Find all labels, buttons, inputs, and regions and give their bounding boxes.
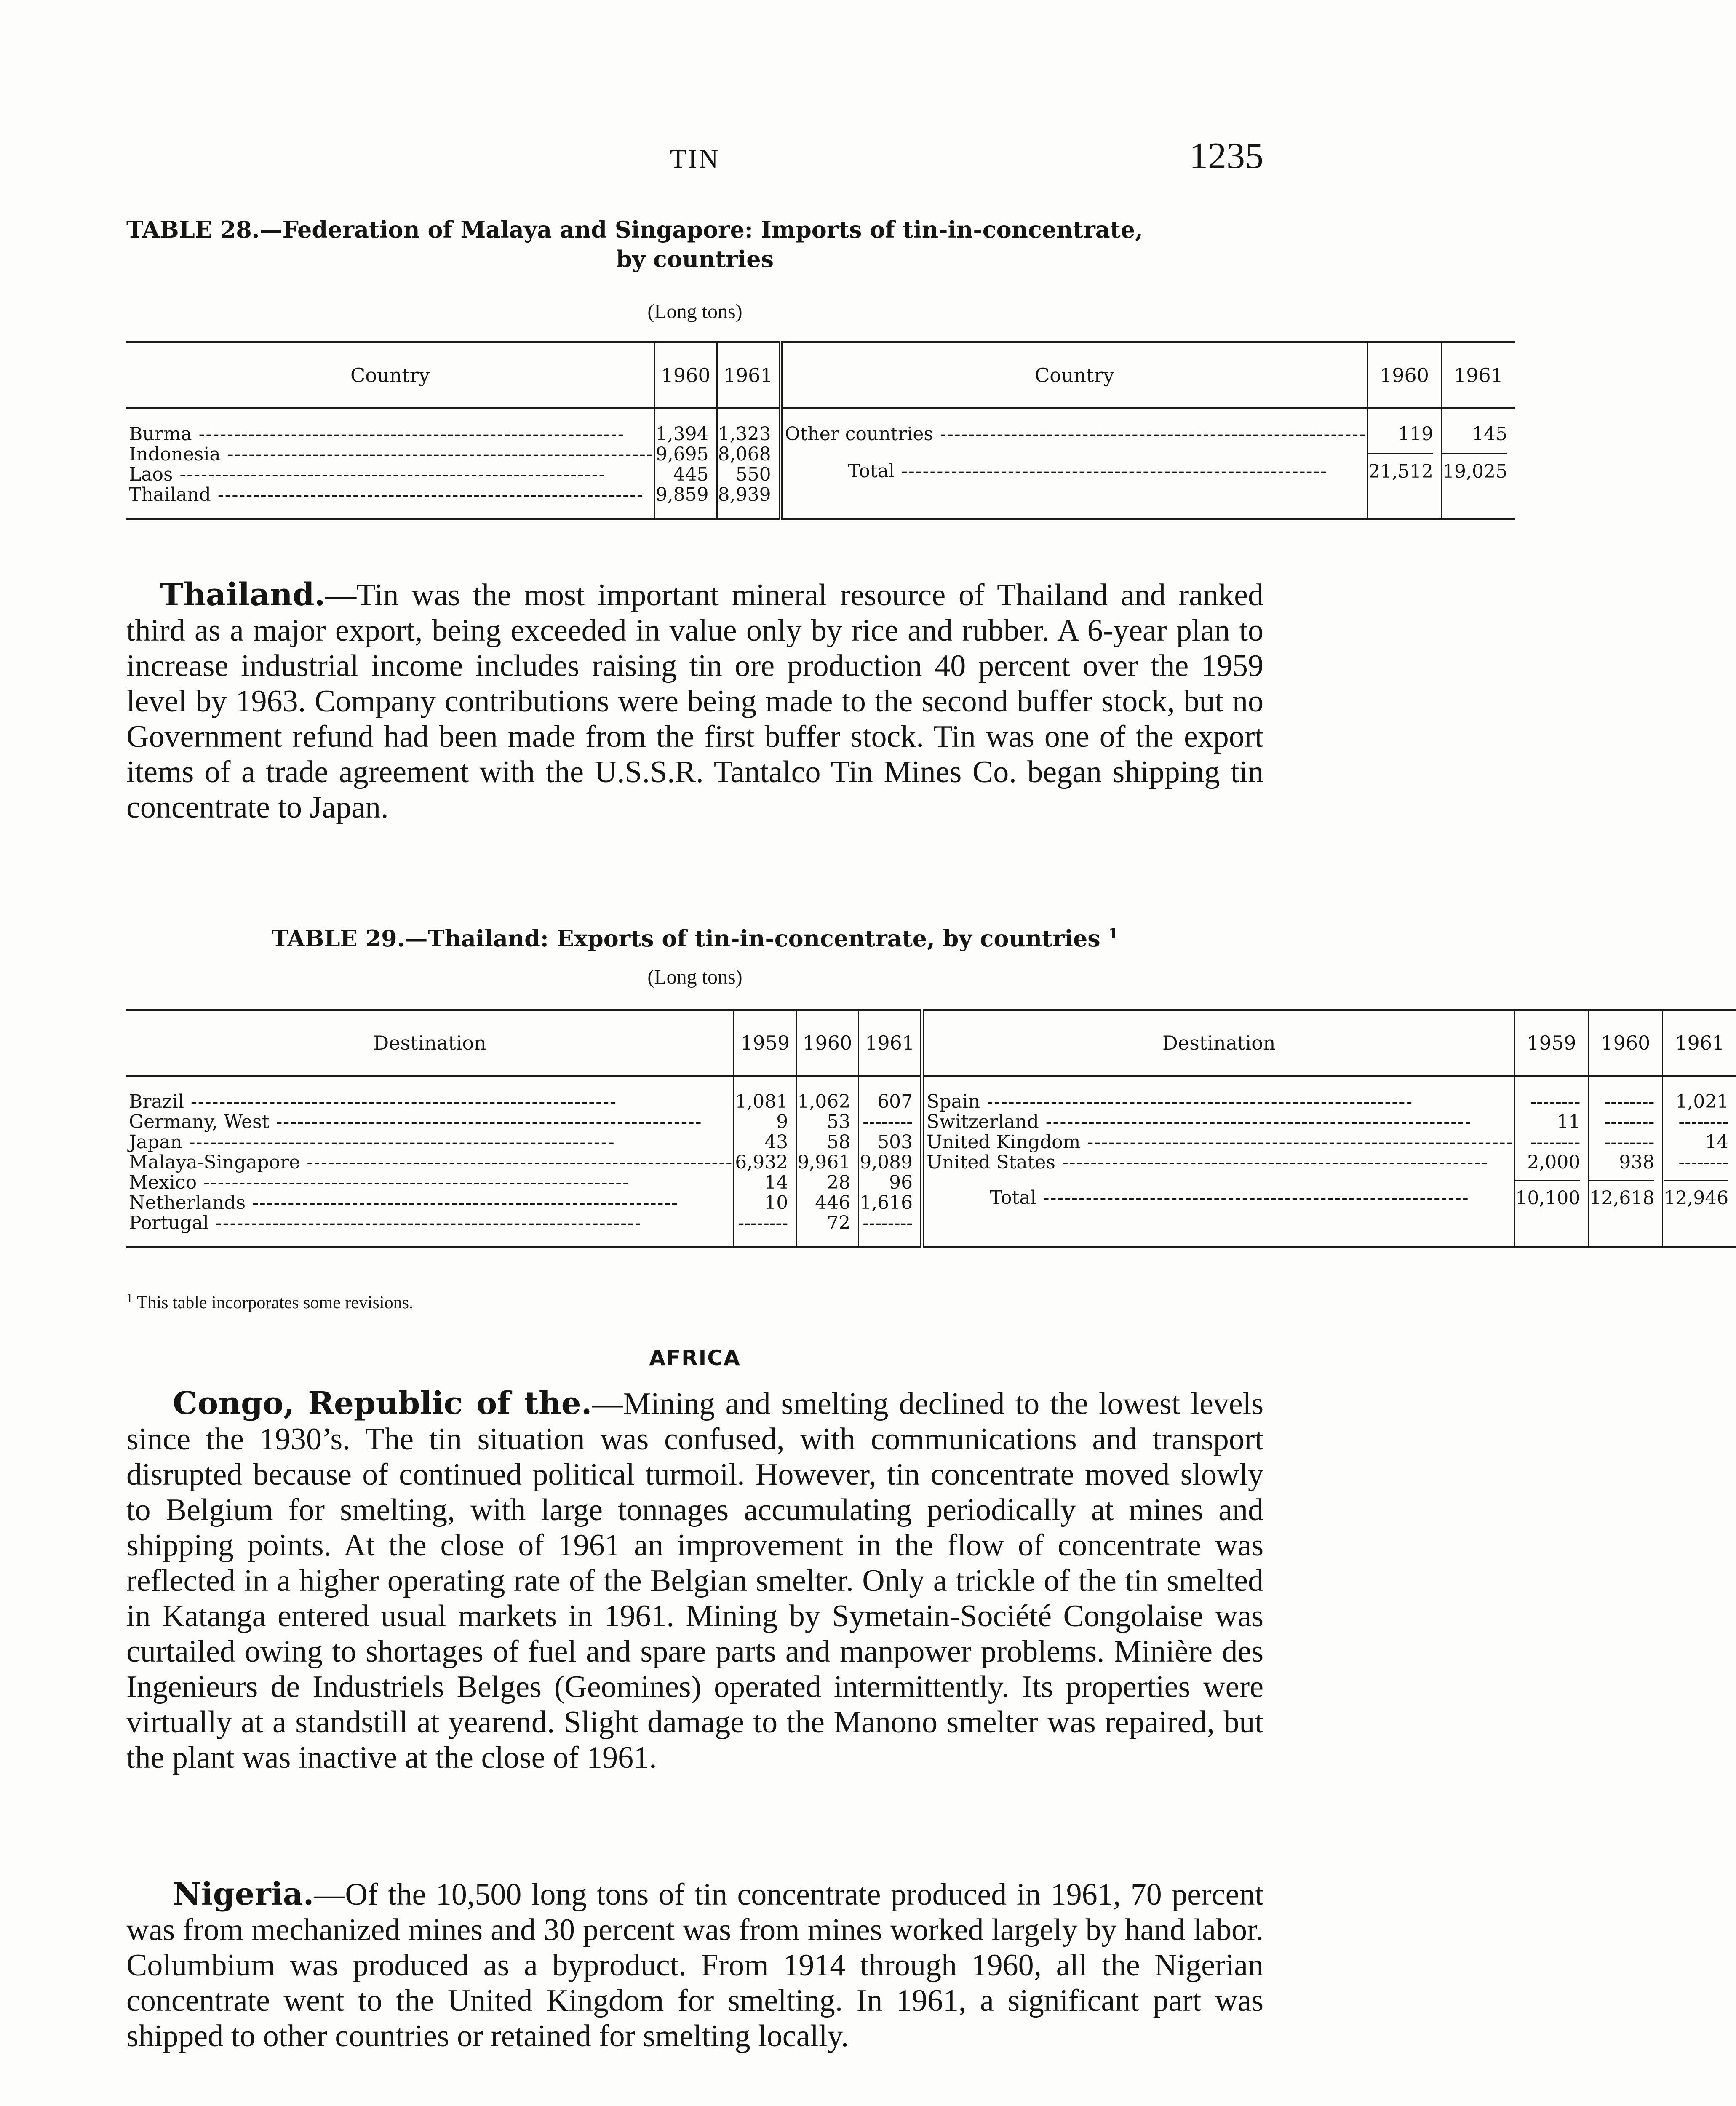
table-29-col-1960-right: 1960 bbox=[1589, 1010, 1663, 1076]
section-heading-africa: AFRICA bbox=[649, 1346, 741, 1370]
table-29-footnote bbox=[126, 1291, 413, 1313]
table-28 bbox=[126, 341, 1515, 520]
table-total-cell: 10,100 bbox=[1515, 1180, 1580, 1208]
table-29-left-1961 bbox=[859, 1076, 922, 1247]
table-cell: -------- bbox=[1678, 1152, 1729, 1173]
table-cell: 53 bbox=[827, 1111, 851, 1133]
congo-text: —Mining and smelting declined to the lowest levels since the 1930’s. The tin situation was confused, with communications and transport disrupted because of continued political turmoil. However, tin concentrate moved slowly to Belgium for smelting, with large tonnages accumulating periodically at mines and shipping points. At the close of 1961 an improvement in the flow of concentrate was reflected in a higher operating rate of the Belgian smelter. Only a trickle of the tin smelted in Katanga entered usual markets in 1961. Mining by Symetain-Société Congolaise was curtailed owing to shortages of fuel and spare parts and manpower problems. Minière des Ingenieurs de Industriels Belges (Geomines) operated intermittently. Its properties were virtually at a standstill at yearend. Slight damage to the Manono smelter was repaired, but the plant was inactive at the close of 1961. bbox=[126, 1387, 1263, 1775]
table-cell: 1,081 bbox=[735, 1091, 788, 1112]
table-29-header-row bbox=[126, 1010, 1736, 1076]
table-total-cell: 12,946 bbox=[1664, 1180, 1728, 1208]
table-cell: 938 bbox=[1619, 1152, 1655, 1173]
table-29 bbox=[126, 1009, 1736, 1248]
table-28-col-1961-left: 1961 bbox=[717, 342, 780, 409]
table-cell: -------- bbox=[1530, 1131, 1581, 1153]
table-row: Netherlands ----- bbox=[129, 1193, 733, 1213]
table-29-footnote-mark: 1 bbox=[1108, 925, 1119, 942]
table-cell: -------- bbox=[1604, 1091, 1655, 1112]
table-cell: 14 bbox=[764, 1172, 788, 1193]
table-row: Portugal ----- bbox=[129, 1213, 733, 1233]
table-cell: 43 bbox=[764, 1131, 788, 1153]
table-cell: 8,939 bbox=[718, 484, 771, 505]
table-cell: 96 bbox=[889, 1172, 913, 1193]
table-cell: 72 bbox=[827, 1212, 851, 1234]
table-cell: 6,932 bbox=[735, 1152, 788, 1173]
table-29-caption-text: TABLE 29.—Thailand: Exports of tin-in-concentrate, by countries bbox=[271, 925, 1100, 952]
nigeria-heading: Nigeria. bbox=[173, 1876, 314, 1912]
table-cell: 503 bbox=[877, 1131, 913, 1153]
table-cell: -------- bbox=[1530, 1091, 1581, 1112]
table-row: United States ----- bbox=[927, 1152, 1513, 1173]
table-total-label: Total ----- bbox=[927, 1188, 1513, 1208]
table-cell: 1,394 bbox=[655, 423, 709, 445]
table-28-right-1961 bbox=[1441, 408, 1514, 519]
table-28-col-country-right: Country bbox=[780, 342, 1367, 409]
table-cell: 9,859 bbox=[655, 484, 709, 505]
table-cell: 9,089 bbox=[860, 1152, 913, 1173]
table-cell: 9,961 bbox=[797, 1152, 851, 1173]
table-28-right-countries bbox=[780, 408, 1367, 519]
table-28-col-1960-left: 1960 bbox=[654, 342, 717, 409]
table-row: Indonesia ----- bbox=[129, 444, 654, 465]
thailand-text: —Tin was the most important mineral resource of Thailand and ranked third as a major export, being exceeded in value only by rice and rubber. A 6-year plan to increase industrial income includes raising tin ore production 40 percent over the 1959 level by 1963. Company contributions were being made to the second buffer stock, but no Government refund had been made from the first buffer stock. Tin was one of the export items of a trade agreement with the U.S.S.R. Tantalco Tin Mines Co. began shipping tin concentrate to Japan. bbox=[126, 578, 1263, 825]
table-29-col-destination-right: Destination bbox=[922, 1010, 1514, 1076]
table-row: Other countries ----- bbox=[785, 424, 1366, 444]
table-cell: 9,695 bbox=[655, 444, 709, 465]
table-29-right-1961 bbox=[1663, 1076, 1736, 1247]
table-total-label: Total ----- bbox=[785, 461, 1366, 481]
table-cell: 14 bbox=[1705, 1131, 1729, 1153]
nigeria-paragraph bbox=[126, 1876, 1263, 2054]
table-29-body-row bbox=[126, 1076, 1736, 1247]
table-cell: -------- bbox=[1678, 1111, 1729, 1133]
table-cell: 445 bbox=[673, 464, 709, 485]
table-row: Mexico ----- bbox=[129, 1173, 733, 1193]
table-row: Japan ----- bbox=[129, 1132, 733, 1152]
table-29-col-1959-right: 1959 bbox=[1514, 1010, 1589, 1076]
table-29-right-destinations bbox=[922, 1076, 1514, 1247]
running-head bbox=[126, 135, 1263, 185]
table-row: Burma ----- bbox=[129, 424, 654, 444]
table-cell: 1,062 bbox=[797, 1091, 851, 1112]
table-29-col-1959-left: 1959 bbox=[734, 1010, 796, 1076]
table-28-left-1960 bbox=[654, 408, 717, 519]
table-cell: 1,323 bbox=[718, 423, 771, 445]
table-28-col-1961-right: 1961 bbox=[1441, 342, 1514, 409]
footnote-text: This table incorporates some revisions. bbox=[136, 1293, 414, 1312]
congo-heading: Congo, Republic of the. bbox=[173, 1385, 592, 1422]
table-28-unit: (Long tons) bbox=[647, 300, 742, 323]
table-28-caption-line1: TABLE 28.—Federation of Malaya and Singapore: Imports of tin-in-concentrate, bbox=[126, 216, 1143, 243]
table-cell: -------- bbox=[1604, 1111, 1655, 1133]
table-total-cell: 19,025 bbox=[1442, 453, 1507, 482]
footnote-mark: 1 bbox=[126, 1291, 133, 1305]
table-28-header-row bbox=[126, 342, 1515, 409]
table-29-left-1959 bbox=[734, 1076, 796, 1247]
table-29-col-1960-left: 1960 bbox=[796, 1010, 859, 1076]
table-cell: 28 bbox=[827, 1172, 851, 1193]
table-cell: 446 bbox=[815, 1192, 851, 1213]
table-row: Brazil ----- bbox=[129, 1092, 733, 1112]
table-row: Thailand ----- bbox=[129, 485, 654, 505]
table-cell: 8,068 bbox=[718, 444, 771, 465]
table-29-right-1960 bbox=[1589, 1076, 1663, 1247]
table-cell: 58 bbox=[827, 1131, 851, 1153]
page-number: 1235 bbox=[1189, 136, 1263, 176]
table-29-col-1961-right: 1961 bbox=[1663, 1010, 1736, 1076]
table-row: United Kingdom ----- bbox=[927, 1132, 1513, 1152]
table-cell: 119 bbox=[1398, 423, 1433, 445]
table-cell: 1,021 bbox=[1675, 1091, 1729, 1112]
table-28-col-1960-right: 1960 bbox=[1367, 342, 1442, 409]
table-28-left-countries bbox=[126, 408, 654, 519]
table-cell: 607 bbox=[877, 1091, 913, 1112]
table-29-unit: (Long tons) bbox=[647, 966, 742, 988]
table-cell: -------- bbox=[863, 1212, 913, 1234]
table-28-left-1961 bbox=[717, 408, 780, 519]
table-28-caption-line2: by countries bbox=[616, 246, 774, 273]
table-29-right-1959 bbox=[1514, 1076, 1589, 1247]
table-row: Switzerland ----- bbox=[927, 1112, 1513, 1132]
congo-paragraph bbox=[126, 1386, 1263, 1775]
table-row: Malaya-Singapore ----- bbox=[129, 1152, 733, 1173]
table-28-col-country-left: Country bbox=[126, 342, 654, 409]
table-28-body-row bbox=[126, 408, 1515, 519]
table-cell: 11 bbox=[1557, 1111, 1581, 1133]
table-29-left-1960 bbox=[796, 1076, 859, 1247]
table-29-col-1961-left: 1961 bbox=[859, 1010, 922, 1076]
table-cell: -------- bbox=[863, 1111, 913, 1133]
table-cell: -------- bbox=[738, 1212, 788, 1234]
thailand-paragraph bbox=[126, 577, 1263, 825]
table-29-left-destinations bbox=[126, 1076, 734, 1247]
table-cell: 1,616 bbox=[860, 1192, 913, 1213]
table-28-caption bbox=[126, 215, 1263, 274]
table-28-right-1960 bbox=[1367, 408, 1442, 519]
table-29-caption bbox=[126, 919, 1263, 953]
table-total-cell: 21,512 bbox=[1368, 453, 1433, 482]
running-title: TIN bbox=[670, 144, 720, 174]
table-total-cell: 12,618 bbox=[1589, 1180, 1654, 1208]
table-29-col-destination-left: Destination bbox=[126, 1010, 734, 1076]
table-cell: 10 bbox=[764, 1192, 788, 1213]
table-cell: -------- bbox=[1604, 1131, 1655, 1153]
table-row: Spain ----- bbox=[927, 1092, 1513, 1112]
table-cell: 2,000 bbox=[1527, 1152, 1581, 1173]
table-cell: 550 bbox=[735, 464, 771, 485]
nigeria-text: —Of the 10,500 long tons of tin concentrate produced in 1961, 70 percent was from mechanized mines and 30 percent was from mines worked largely by hand labor. Columbium was produced as a byproduct. From 1914 through 1960, all the Nigerian concentrate went to the United Kingdom for smelting. In 1961, a significant part was shipped to other countries or retained for smelting locally. bbox=[126, 1877, 1263, 2053]
thailand-heading: Thailand. bbox=[160, 577, 326, 613]
table-cell: 145 bbox=[1472, 423, 1507, 445]
table-row: Germany, West ----- bbox=[129, 1112, 733, 1132]
table-cell: 9 bbox=[776, 1111, 788, 1133]
table-row: Laos ----- bbox=[129, 465, 654, 485]
